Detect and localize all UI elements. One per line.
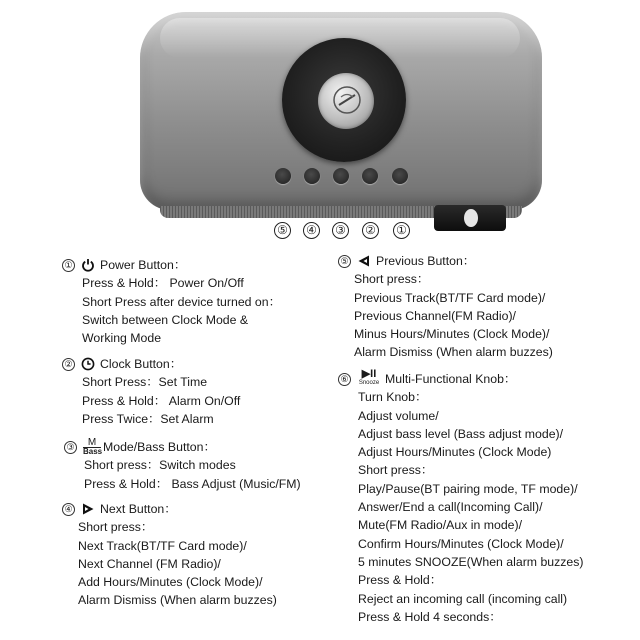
knob-heading [338, 370, 584, 388]
icon-text-bottom: Bass [83, 446, 103, 456]
next-line-4: Add Hours/Minutes (Clock Mode)/ [78, 575, 263, 590]
number-badge: ⑥ [338, 373, 351, 386]
mode-bass-icon [83, 436, 103, 456]
power-icon [81, 258, 95, 272]
icon-text-top: ▶II [361, 368, 377, 381]
play-pause-snooze-icon [357, 370, 381, 388]
callout-4: ④ [303, 222, 320, 239]
previous-heading [338, 252, 553, 270]
previous-line-5: Alarm Dismiss (When alarm buzzes) [354, 345, 553, 360]
number-badge: ⑤ [338, 255, 351, 268]
clock-hw-button [362, 168, 378, 184]
section-title: Mode/Bass Button： [103, 440, 216, 454]
callout-2: ② [362, 222, 379, 239]
knob-section [338, 370, 584, 626]
power-line-4: Working Mode [82, 331, 162, 346]
number-badge: ② [62, 358, 75, 371]
device-illustration [0, 0, 640, 250]
knob-line-11: Press & Hold： [358, 573, 443, 588]
number-badge: ① [62, 259, 75, 272]
next-line-1: Short press： [78, 520, 154, 535]
knob-line-6: Play/Pause(BT pairing mode, TF mode)/ [358, 481, 578, 496]
knob-line-10: 5 minutes SNOOZE(When alarm buzzes) [358, 554, 584, 569]
mode-heading [64, 438, 301, 456]
side-knob [434, 205, 506, 231]
section-title: Previous Button： [376, 254, 476, 268]
knob-line-13: Press & Hold 4 seconds： [358, 609, 502, 624]
knob-line-3: Adjust bass level (Bass adjust mode)/ [358, 426, 564, 441]
mode-line-2: Press & Hold： Bass Adjust (Music/FM) [84, 476, 301, 491]
power-section [62, 256, 281, 347]
knob-line-5: Short press： [358, 463, 434, 478]
previous-line-4: Minus Hours/Minutes (Clock Mode)/ [354, 327, 550, 342]
power-line-1: Press & Hold： Power On/Off [82, 276, 244, 291]
next-line-2: Next Track(BT/TF Card mode)/ [78, 538, 247, 553]
section-title: Power Button： [100, 258, 187, 272]
clock-line-3: Press Twice：Set Alarm [82, 411, 214, 426]
clock-line-2: Press & Hold： Alarm On/Off [82, 393, 241, 408]
previous-line-2: Previous Track(BT/TF Card mode)/ [354, 290, 546, 305]
clock-section [62, 355, 240, 428]
knob-line-8: Mute(FM Radio/Aux in mode)/ [358, 518, 523, 533]
mode-section [64, 438, 301, 493]
callout-3: ③ [332, 222, 349, 239]
knob-line-7: Answer/End a call(Incoming Call)/ [358, 500, 543, 515]
callout-5: ⑤ [274, 222, 291, 239]
power-heading [62, 256, 281, 274]
next-line-5: Alarm Dismiss (When alarm buzzes) [78, 593, 277, 608]
power-line-2: Short Press after device turned on： [82, 294, 281, 309]
clock-icon [81, 357, 95, 371]
section-title: Clock Button： [100, 357, 183, 371]
previous-line-3: Previous Channel(FM Radio)/ [354, 308, 516, 323]
previous-line-1: Short press： [354, 272, 430, 287]
mode-line-1: Short press：Switch modes [84, 458, 236, 473]
previous-hw-button [275, 168, 291, 184]
section-title: Multi-Functional Knob： [385, 372, 517, 386]
knob-logo-icon [330, 83, 364, 117]
knob-line-4: Adjust Hours/Minutes (Clock Mode) [358, 445, 552, 460]
next-heading [62, 500, 277, 518]
previous-icon [357, 254, 371, 268]
icon-text-top: M [87, 436, 97, 448]
icon-text-bottom: Snooze [358, 380, 380, 387]
next-hw-button [304, 168, 320, 184]
mode-hw-button [333, 168, 349, 184]
next-line-3: Next Channel (FM Radio)/ [78, 556, 221, 571]
knob-line-2: Adjust volume/ [358, 408, 439, 423]
clock-line-1: Short Press：Set Time [82, 375, 208, 390]
knob-line-1: Turn Knob： [358, 390, 428, 405]
power-hw-button [392, 168, 408, 184]
knob-line-12: Reject an incoming call (incoming call) [358, 591, 568, 606]
section-title: Next Button： [100, 502, 177, 516]
callout-1: ① [393, 222, 410, 239]
knob-line-9: Confirm Hours/Minutes (Clock Mode)/ [358, 536, 564, 551]
power-line-3: Switch between Clock Mode & [82, 312, 249, 327]
next-icon [81, 502, 95, 516]
clock-heading [62, 355, 240, 373]
number-badge: ③ [64, 441, 77, 454]
next-section [62, 500, 277, 610]
number-badge: ④ [62, 503, 75, 516]
previous-section [338, 252, 553, 362]
